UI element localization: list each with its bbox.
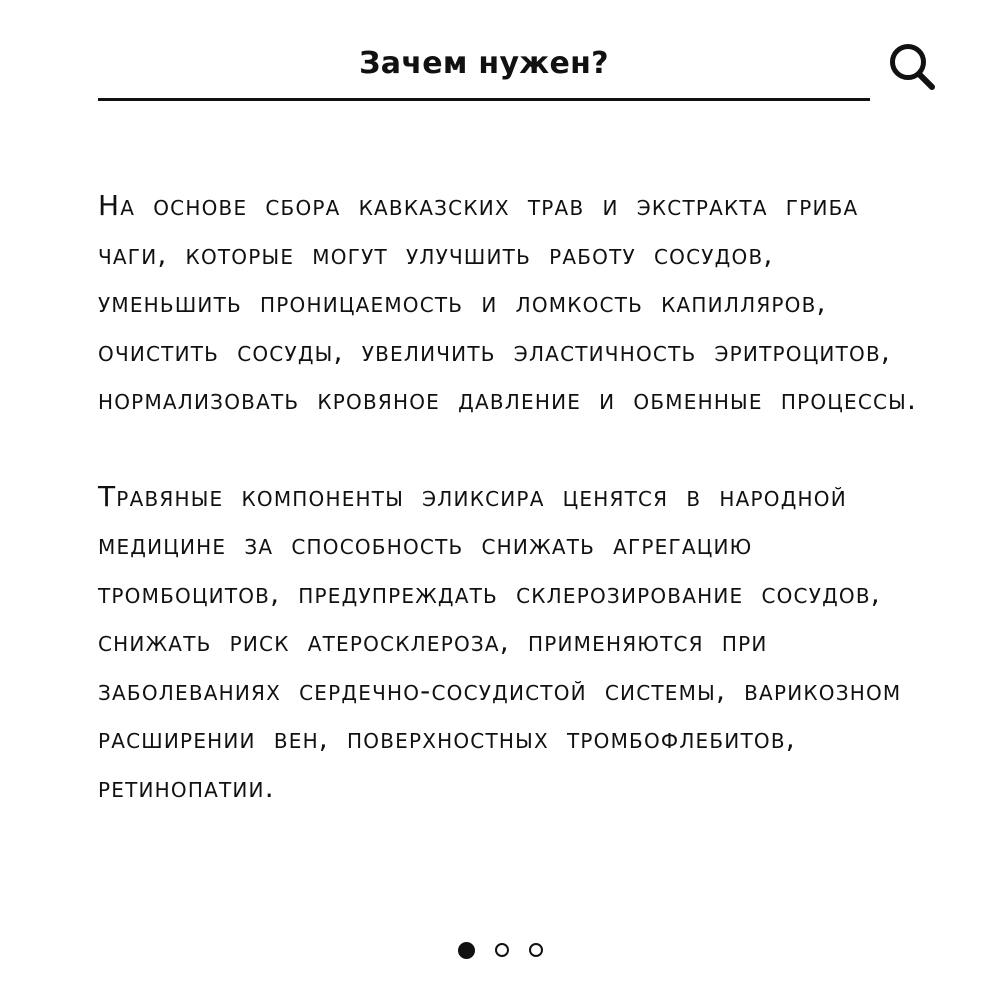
paragraph-herbal-components: Травяные компоненты эликсира ценятся в народной медицине за способность снижать агрегацию тромбоцитов, предупреждать склерозирование сосудов, снижать риск атеросклероза, применяются при заболеваниях сердечно-сосудистой системы, варикозном расширении вен, поверхностных тромбофлебитов, ретинопатии. <box>98 479 902 804</box>
article-body <box>98 182 918 812</box>
pagination-dot-2[interactable] <box>495 943 509 957</box>
paragraph-benefits: На основе сбора кавказских трав и экстракта гриба чаги, которые могут улучшить работу сосудов, уменьшить проницаемость и ломкость капилляров, очистить сосуды, увеличить эластичность эритроцитов, нормализовать кровяное давление и обменные процессы. <box>98 189 918 416</box>
search-icon <box>884 36 944 96</box>
pagination-dots <box>0 938 1000 962</box>
header <box>0 0 1000 110</box>
page-title: Зачем нужен? <box>359 46 609 81</box>
pagination-dot-1[interactable] <box>458 942 475 959</box>
title-underline <box>98 98 870 101</box>
search-button[interactable] <box>884 36 944 96</box>
pagination-dot-3[interactable] <box>529 943 543 957</box>
